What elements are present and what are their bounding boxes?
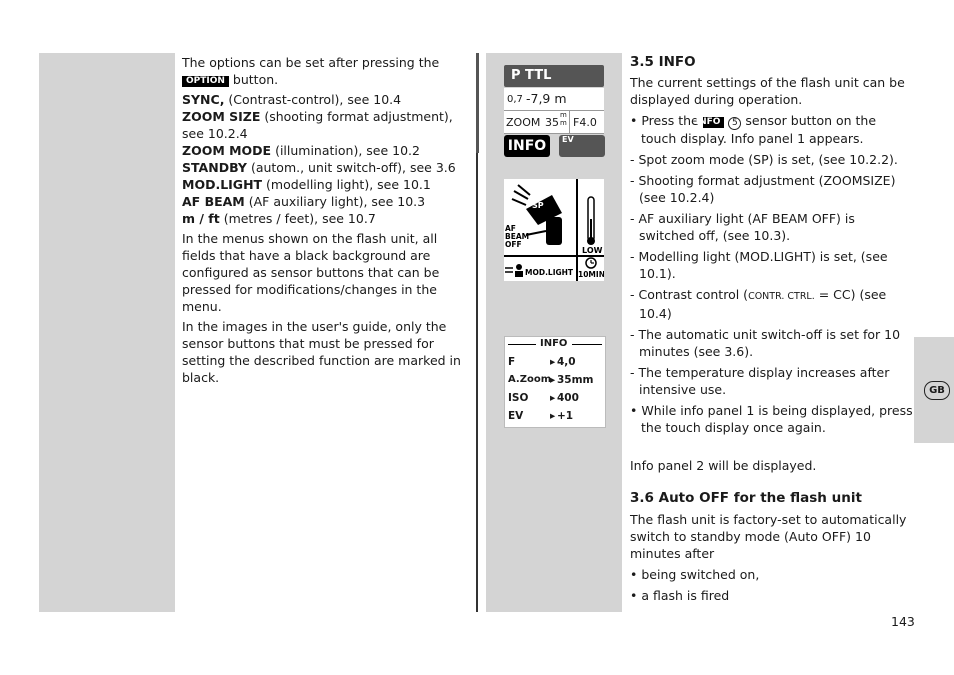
bullet-press-again: • While info panel 1 is being displayed, press the touch display once again. [630, 403, 913, 435]
info-intro: The current settings of the flash unit can be displayed during operation. [630, 75, 905, 107]
info-badge: INFO [703, 117, 725, 128]
option-item: SYNC, (Contrast-control), see 10.4 [182, 92, 402, 107]
option-item: m / ft (metres / feet), see 10.7 [182, 211, 376, 226]
option-item: STANDBY (autom., unit switch-off), see 3.6 [182, 160, 456, 175]
list-item: • being switched on, [630, 567, 760, 582]
info-row [508, 354, 602, 370]
auto-off-bullets [630, 566, 914, 604]
intro-text: The options can be set after pressing the OPTION button. [182, 55, 440, 87]
option-list [182, 91, 472, 227]
svg-text:MOD.LIGHT: MOD.LIGHT [525, 268, 574, 277]
info-row [508, 408, 602, 424]
range-display: 0,7 -7,9 m [504, 88, 604, 111]
right-text-column [630, 54, 914, 604]
note-item: - The automatic unit switch-off is set for 10 minutes (see 3.6). [630, 327, 901, 359]
left-text-column [182, 54, 472, 386]
info-row-label: EV [508, 410, 524, 422]
section-heading-auto-off: 3.6 Auto OFF for the flash unit [630, 490, 862, 506]
bullet-press-info: • Press the INFO 5 sensor button on the touch display. Info panel 1 appears. [630, 113, 877, 146]
modelling-light-icon [505, 264, 523, 277]
svg-text:OFF: OFF [505, 240, 522, 249]
note-item: - Contrast control (CONTR. CTRL. = CC) (see 10.4) [630, 287, 887, 321]
option-item: AF BEAM (AF auxiliary light), see 10.3 [182, 194, 426, 209]
info-row-label: F [508, 356, 516, 368]
svg-text:AF: AF [505, 224, 516, 233]
language-badge: GB [924, 381, 950, 400]
option-item: MOD.LIGHT (modelling light), see 10.1 [182, 177, 431, 192]
mode-display: P TTL [504, 65, 604, 87]
info-panel-2-text: Info panel 2 will be displayed. [630, 458, 817, 473]
svg-text:LOW: LOW [582, 246, 603, 255]
arrow-right-icon: ▸ [550, 356, 556, 368]
circled-number: 5 [728, 117, 741, 130]
info-row-value: 35mm [557, 374, 594, 386]
info-row [508, 390, 602, 406]
info-sensor-button[interactable]: INFO [504, 135, 550, 157]
section-heading-info: 3.5 INFO [630, 54, 696, 70]
note-item: - The temperature display increases after intensive use. [630, 365, 890, 397]
icon-panel [504, 179, 604, 281]
zoom-display: ZOOM 35 m m F4.0 [504, 111, 604, 134]
ev-sensor-button[interactable]: EV [559, 135, 605, 157]
left-margin-band [39, 53, 175, 612]
note-item: - AF auxiliary light (AF BEAM OFF) is switched off, (see 10.3). [630, 211, 855, 243]
info-row-label: ISO [508, 392, 529, 404]
note-item: - Spot zoom mode (SP) is set, (see 10.2.2). [630, 152, 898, 167]
note-item: - Shooting format adjustment (ZOOMSIZE) (see 10.2.4) [630, 173, 896, 205]
paragraph-sensor-buttons: In the images in the user's guide, only the sensor buttons that must be pressed for setting the described function are marked in black. [182, 319, 461, 385]
page-number: 143 [891, 614, 915, 629]
info-row-label: A.Zoom [508, 374, 552, 385]
arrow-right-icon: ▸ [550, 410, 556, 422]
info-row-value: 4,0 [557, 356, 576, 368]
note-item: - Modelling light (MOD.LIGHT) is set, (see 10.1). [630, 249, 888, 281]
arrow-right-icon: ▸ [550, 374, 556, 386]
arrow-right-icon: ▸ [550, 392, 556, 404]
option-badge: OPTION [182, 76, 229, 87]
auto-off-text: The flash unit is factory-set to automatically switch to standby mode (Auto OFF) 10 minutes after [630, 512, 907, 561]
clock-icon [586, 258, 596, 268]
option-item: ZOOM SIZE (shooting format adjustment), see 10.2.4 [182, 109, 453, 141]
sp-label: SP [532, 201, 544, 210]
info-panel-2 [504, 336, 606, 428]
option-item: ZOOM MODE (illumination), see 10.2 [182, 143, 420, 158]
info-row [508, 372, 602, 388]
list-item: • a flash is fired [630, 588, 730, 603]
svg-text:10MIN: 10MIN [578, 270, 604, 279]
info-row-value: +1 [557, 410, 574, 422]
info-panel-notes [630, 151, 914, 398]
svg-text:BEAM: BEAM [505, 232, 530, 241]
status-icons-svg [504, 179, 604, 281]
thermometer-icon [587, 197, 595, 245]
info-panel-title: INFO [540, 338, 568, 349]
info-row-value: 400 [557, 392, 579, 404]
column-divider-short [476, 53, 479, 153]
paragraph-black-fields: In the menus shown on the flash unit, all fields that have a black background are configured as sensor buttons that can be pressed for modifications/changes in the menu. [182, 231, 440, 314]
